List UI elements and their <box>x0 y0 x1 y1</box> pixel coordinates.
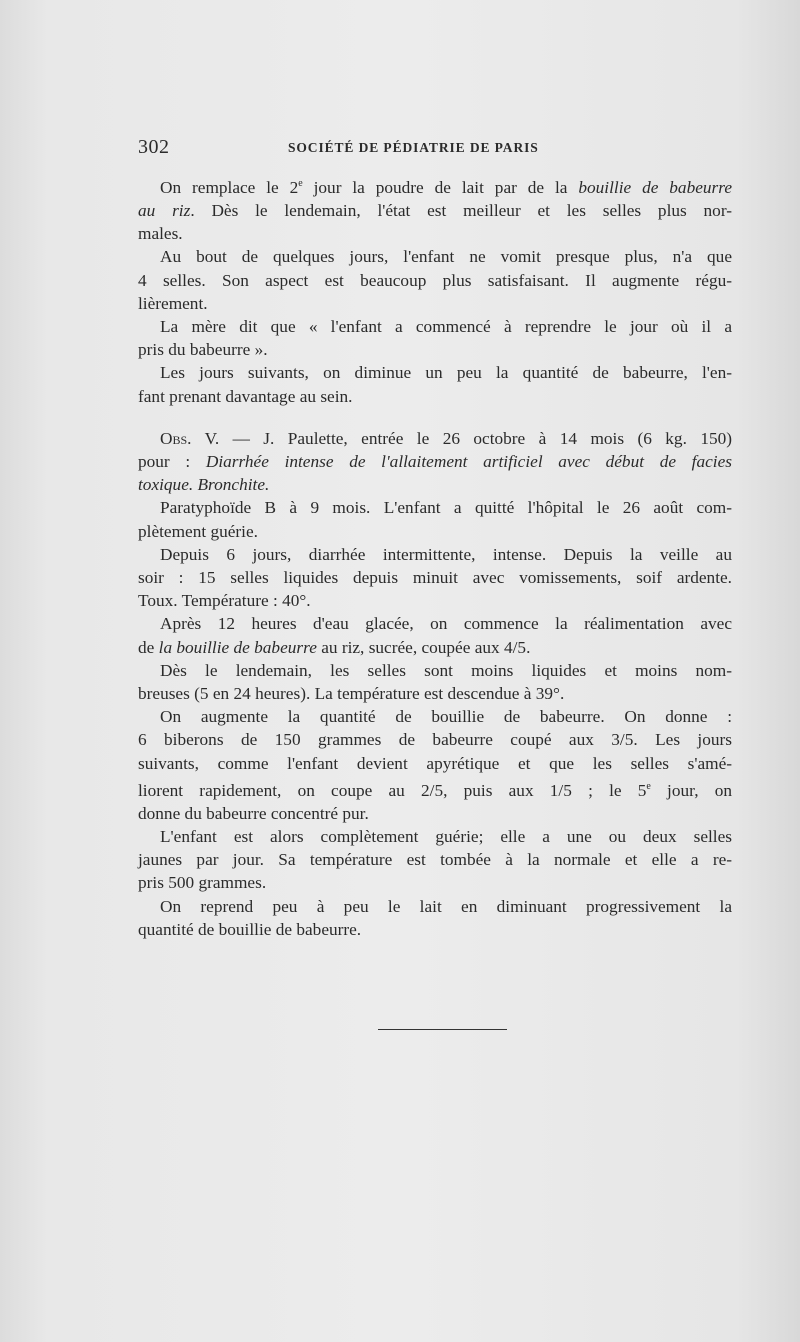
observation-heading-line: Obs. V. — J. Paulette, entrée le 26 octobre à 14 mois (6 kg. 150) <box>160 428 732 448</box>
text-line: lièrement. <box>138 293 208 313</box>
text-line: pris 500 grammes. <box>138 873 267 893</box>
running-header <box>138 136 572 160</box>
text-line: La mère dit que « l'enfant a commencé à reprendre le jour où il a <box>160 316 732 336</box>
paragraph-gap <box>138 408 732 427</box>
text-line: au riz. Dès le lendemain, l'état est meilleur et les selles plus nor- <box>138 200 732 220</box>
text-line: soir : 15 selles liquides depuis minuit avec vomissements, soif ardente. <box>138 568 732 588</box>
body-text <box>138 172 732 941</box>
text-line: Au bout de quelques jours, l'enfant ne vomit presque plus, n'a que <box>160 247 732 267</box>
text-line: Paratyphoïde B à 9 mois. L'enfant a quitté l'hôpital le 26 août com- <box>160 498 732 518</box>
running-title: SOCIÉTÉ DE PÉDIATRIE DE PARIS <box>288 140 539 155</box>
text-line: breuses (5 en 24 heures). La température est descendue à 39°. <box>138 684 565 704</box>
text-line: jaunes par jour. Sa température est tombée à la normale et elle a re- <box>138 850 732 870</box>
text-line: On remplace le 2e jour la poudre de lait par de la bouillie de babeurre <box>160 177 732 197</box>
text-line: quantité de bouillie de babeurre. <box>138 919 362 939</box>
text-line: Dès le lendemain, les selles sont moins liquides et moins nom- <box>160 660 732 680</box>
text-line: plètement guérie. <box>138 521 258 541</box>
text-line: Depuis 6 jours, diarrhée intermittente, intense. Depuis la veille au <box>160 544 732 564</box>
text-line: de la bouillie de babeurre au riz, sucrée, coupée aux 4/5. <box>138 637 531 657</box>
text-line: donne du babeurre concentré pur. <box>138 803 369 823</box>
observation-label: Obs. V. <box>160 428 220 448</box>
text-line: 4 selles. Son aspect est beaucoup plus satisfaisant. Il augmente régu- <box>138 270 732 290</box>
text-line: toxique. Bronchite. <box>138 475 270 495</box>
text-line: On reprend peu à peu le lait en diminuant progressivement la <box>160 896 732 916</box>
text-line: suivants, comme l'enfant devient apyrétique et que les selles s'amé- <box>138 753 732 773</box>
page-number: 302 <box>138 136 170 158</box>
text-line: Après 12 heures d'eau glacée, on commence la réalimentation avec <box>160 614 732 634</box>
text-line: On augmente la quantité de bouillie de babeurre. On donne : <box>160 707 732 727</box>
text-line: pris du babeurre ». <box>138 340 268 360</box>
text-line: L'enfant est alors complètement guérie; elle a une ou deux selles <box>160 827 732 847</box>
text-line: Les jours suivants, on diminue un peu la quantité de babeurre, l'en- <box>160 363 732 383</box>
section-end-rule <box>378 1029 507 1030</box>
text-line: Toux. Température : 40°. <box>138 591 311 611</box>
text-line: pour : Diarrhée intense de l'allaitement artificiel avec début de facies <box>138 452 732 471</box>
text-line: fant prenant davantage au sein. <box>138 386 353 406</box>
text-line: males. <box>138 224 183 244</box>
text-line: liorent rapidement, on coupe au 2/5, puis aux 1/5 ; le 5e jour, on <box>138 780 732 800</box>
text-line: 6 biberons de 150 grammes de babeurre coupé aux 3/5. Les jours <box>138 730 732 750</box>
